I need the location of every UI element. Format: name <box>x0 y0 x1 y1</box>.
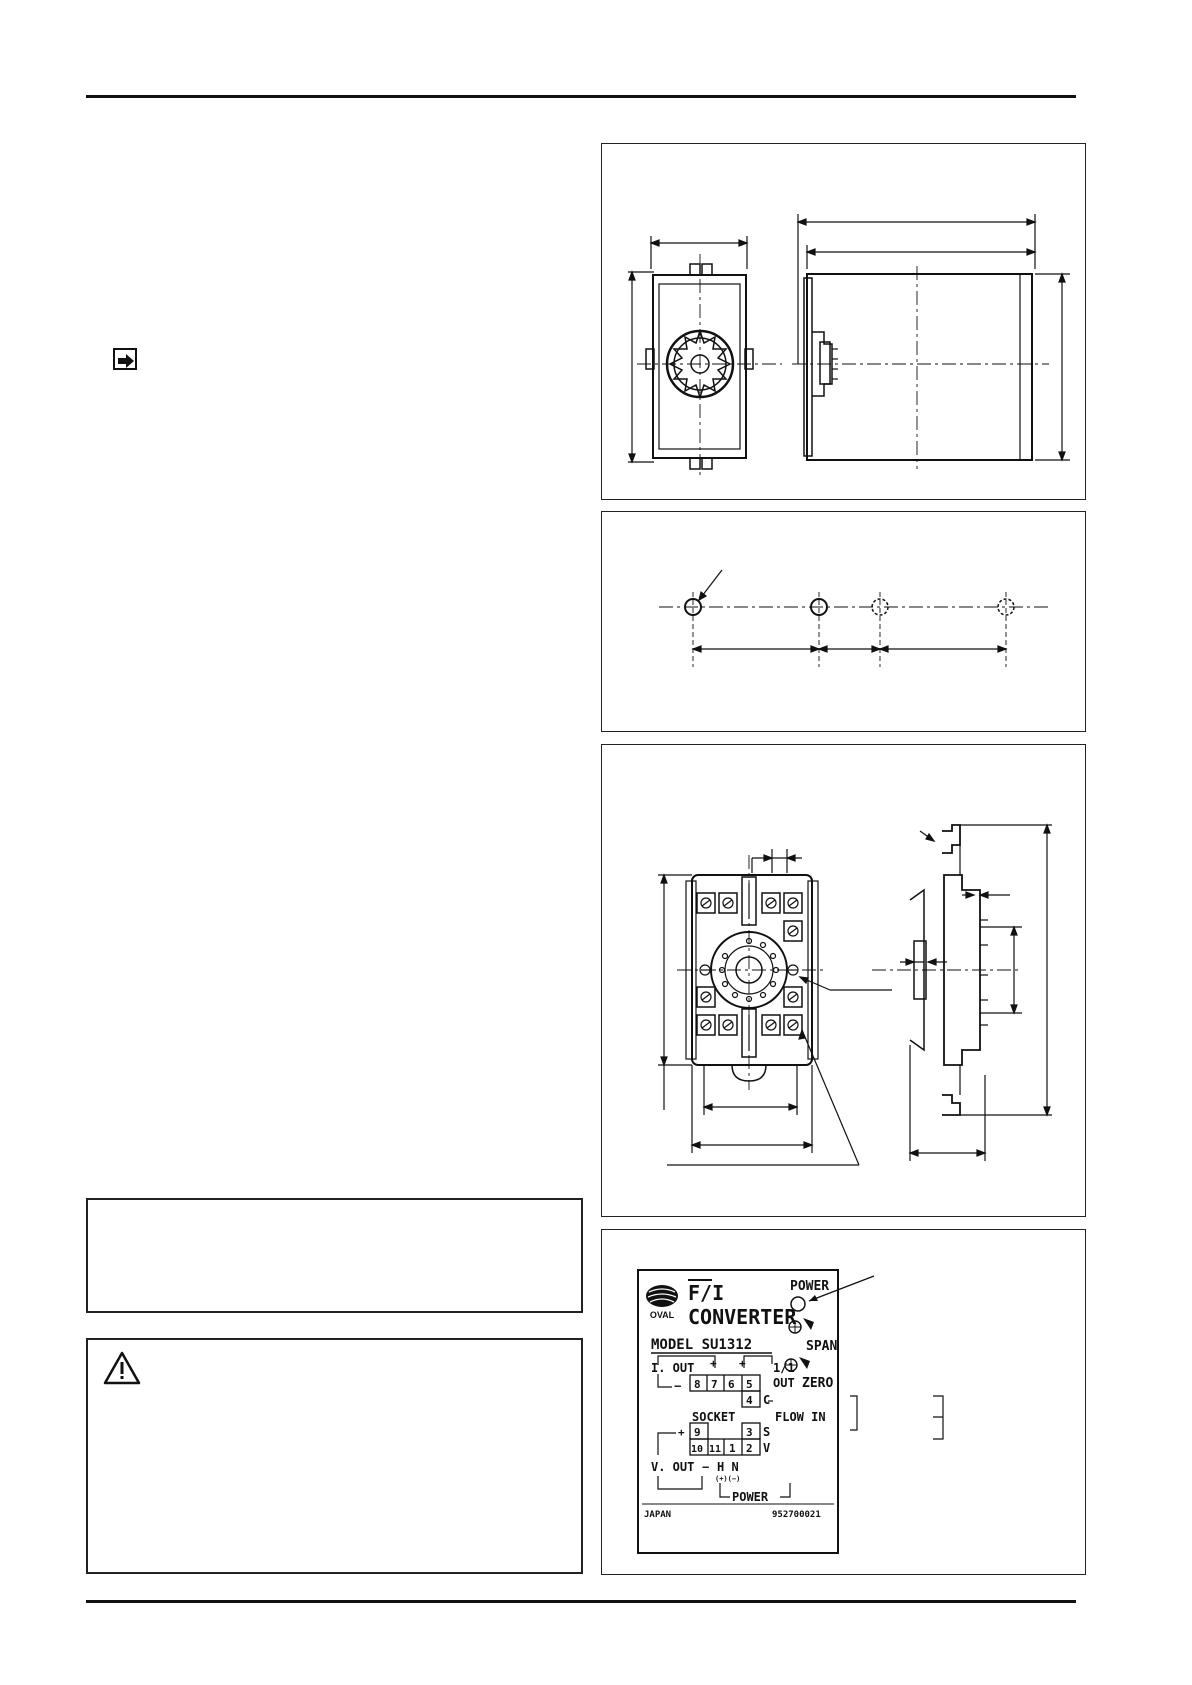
terminal-1: 1 <box>729 1442 736 1455</box>
power-indicator-label: POWER <box>790 1279 830 1294</box>
header-rule <box>86 95 1076 98</box>
terminal-5: 5 <box>746 1378 753 1391</box>
socket-dimension-drawing <box>602 745 1087 1218</box>
model-label: MODEL SU1312 <box>651 1337 753 1353</box>
terminal-8: 8 <box>694 1378 701 1391</box>
ratio-out-label-1: 1/1 <box>773 1361 795 1375</box>
v-out-label: V. OUT <box>651 1460 695 1474</box>
oval-logo-icon <box>646 1285 678 1307</box>
plus-mark-1: + <box>710 1357 717 1370</box>
terminal-4: 4 <box>746 1394 753 1407</box>
span-label: SPAN <box>806 1339 838 1354</box>
socket-dimension-panel <box>601 744 1086 1217</box>
nameplate-panel <box>601 1229 1086 1575</box>
terminal-v-label: V <box>763 1441 771 1455</box>
terminal-c-label: C <box>763 1393 771 1407</box>
polarity-label: (+)(−) <box>715 1475 741 1483</box>
terminal-7: 7 <box>711 1378 718 1391</box>
note-box <box>86 1198 583 1313</box>
minus-mark-2: − <box>702 1460 710 1474</box>
terminal-2: 2 <box>746 1442 753 1455</box>
zero-label: ZERO <box>802 1376 834 1391</box>
terminal-3: 3 <box>746 1426 753 1439</box>
i-out-label: I. OUT <box>651 1361 695 1375</box>
minus-mark-1: − <box>674 1379 682 1393</box>
terminal-s-label: S <box>763 1425 771 1439</box>
mounting-hole-drawing <box>602 512 1087 733</box>
terminal-9: 9 <box>694 1426 701 1439</box>
caution-box <box>86 1338 583 1574</box>
mounting-hole-panel <box>601 511 1086 732</box>
power-terminals-label: POWER <box>732 1490 769 1504</box>
flow-in-label: FLOW IN <box>775 1410 826 1424</box>
brand-label: OVAL <box>649 1310 675 1320</box>
title-line-1: F/I <box>688 1281 725 1305</box>
serial-number: 952700021 <box>772 1510 821 1520</box>
ratio-out-label-2: OUT <box>773 1376 795 1390</box>
plus-mark-2: + <box>739 1357 746 1370</box>
warning-icon <box>102 1350 142 1386</box>
country-label: JAPAN <box>644 1510 672 1520</box>
terminal-10: 10 <box>691 1444 704 1455</box>
title-line-2: CONVERTER <box>688 1305 797 1329</box>
footer-rule <box>86 1600 1076 1603</box>
plus-mark-3: + <box>678 1426 685 1439</box>
outline-dimension-drawing <box>602 144 1087 501</box>
terminal-11: 11 <box>709 1444 722 1455</box>
note-arrow-icon <box>113 348 137 370</box>
terminal-6: 6 <box>728 1378 735 1391</box>
socket-label: SOCKET <box>692 1410 736 1424</box>
outline-dimension-panel <box>601 143 1086 500</box>
hn-label: H N <box>717 1460 739 1474</box>
nameplate-drawing <box>602 1230 1087 1576</box>
